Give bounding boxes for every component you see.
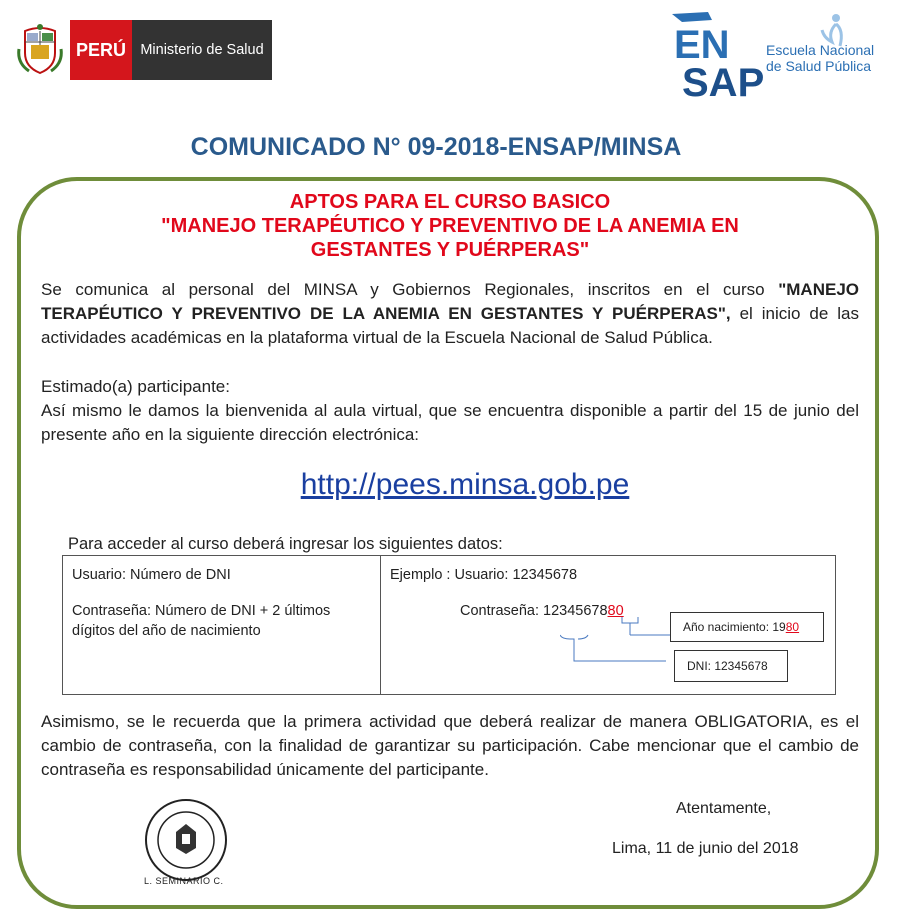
intro-text-start: Se comunica al personal del MINSA y Gobiernos Regionales, inscritos en el curso <box>41 280 779 299</box>
ensap-logo <box>668 10 888 100</box>
course-heading <box>80 190 820 262</box>
ensap-line-2: de Salud Pública <box>766 58 872 74</box>
ensap-line-1: Escuela Nacional <box>766 42 875 58</box>
svg-text:EN: EN <box>674 23 730 67</box>
intro-text-end: el inicio de las actividades académicas en la plataforma virtual de la Escuela Nacional de Salud Pública. <box>41 304 859 347</box>
access-instructions-label: Para acceder al curso deberá ingresar los siguientes datos: <box>68 535 503 553</box>
heading-line-2: "MANEJO TERAPÉUTICO Y PREVENTIVO DE LA ANEMIA EN <box>161 215 739 237</box>
example-user: Ejemplo : Usuario: 12345678 <box>390 567 578 583</box>
intro-course-name: "MANEJO TERAPÉUTICO Y PREVENTIVO DE LA ANEMIA EN GESTANTES Y PUÉRPERAS", <box>41 280 859 323</box>
ministry-label: Ministerio de Salud <box>132 20 272 80</box>
ensap-mark-icon <box>668 10 764 100</box>
stamp-signature: L. SEMINARIO C. <box>144 876 224 886</box>
user-format-label: Usuario: Número de DNI <box>72 567 231 583</box>
place-date: Lima, 11 de junio del 2018 <box>612 840 799 857</box>
intro-paragraph <box>41 278 859 350</box>
official-stamp <box>138 796 242 892</box>
closing: Atentamente, <box>676 800 772 817</box>
peru-minsa-logo <box>14 20 286 80</box>
password-format-label: Contraseña: Número de DNI + 2 últimos dígitos del año de nacimiento <box>72 603 331 639</box>
birth-year-suffix: 80 <box>785 620 800 634</box>
ensap-name <box>766 42 874 74</box>
password-change-paragraph: Asimismo, se le recuerda que la primera actividad que deberá realizar de manera OBLIGATORIA, es el cambio de contraseña, con la finalidad de garantizar su participación. Cabe mencionar que el cambio de contraseña es responsabilidad únicamente del participante. <box>41 712 859 779</box>
page-title: COMUNICADO N° 09-2018-ENSAP/MINSA <box>190 133 682 161</box>
peru-label: PERÚ <box>70 20 132 80</box>
dni-box: DNI: 12345678 <box>674 650 788 682</box>
coat-of-arms-icon <box>14 20 66 80</box>
heading-line-1: APTOS PARA EL CURSO BASICO <box>289 191 611 213</box>
example-password-suffix: 80 <box>607 603 624 619</box>
annotation-connectors <box>560 615 680 670</box>
greeting: Estimado(a) participante: <box>41 377 230 396</box>
svg-text:SAP: SAP <box>682 61 764 100</box>
birth-year-box <box>670 612 824 642</box>
birth-year-prefix: Año nacimiento: 19 <box>683 620 786 634</box>
table-divider <box>380 555 381 695</box>
welcome-paragraph: Así mismo le damos la bienvenida al aula virtual, que se encuentra disponible a partir del 15 de junio del presente año en la siguiente dirección electrónica: <box>41 401 859 444</box>
platform-link[interactable]: http://pees.minsa.gob.pe <box>300 468 630 501</box>
heading-line-3: GESTANTES Y PUÉRPERAS" <box>310 239 590 261</box>
example-password-prefix: Contraseña: 12345678 <box>460 603 608 619</box>
